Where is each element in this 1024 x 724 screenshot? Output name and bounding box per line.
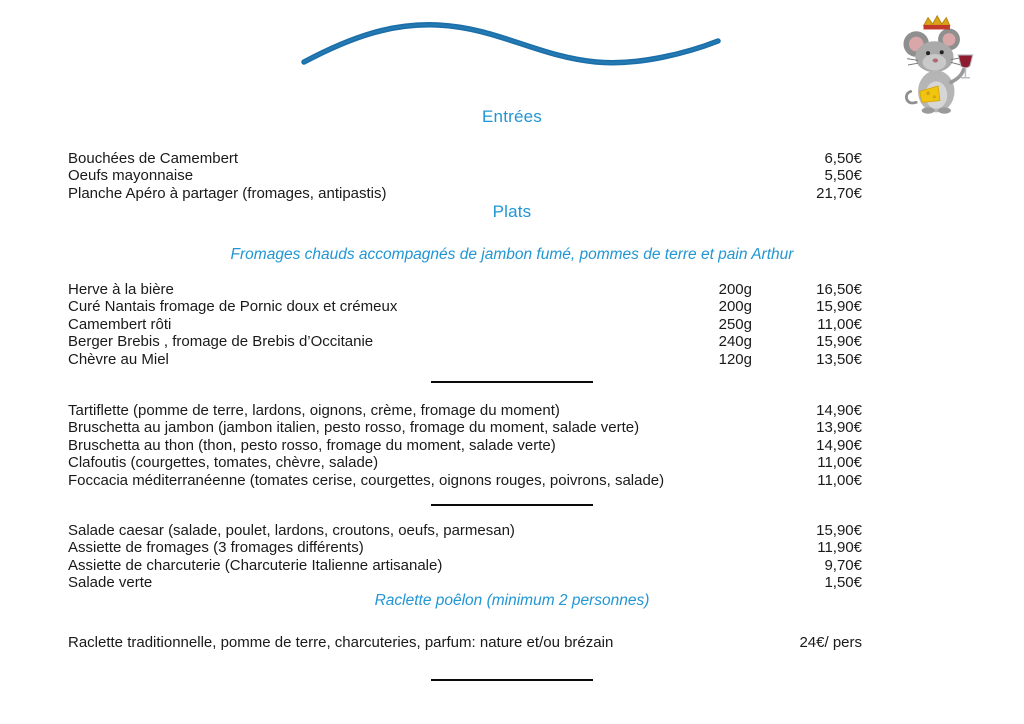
section-divider [431,504,593,506]
section-divider [431,679,593,681]
menu-item-name: Camembert rôti [68,315,172,333]
menu-item-weight: 200g [718,298,752,316]
menu-item-price: 13,50€ [816,350,862,368]
menu-item-weight: 120g [718,350,752,368]
menu-item-row [68,522,862,539]
menu-item-name: Tartiflette (pomme de terre, lardons, oignons, crème, fromage du moment) [68,402,560,419]
raclette-list [68,634,862,651]
entrees-heading: Entrées [482,107,542,126]
menu-item-price: 5,50€ [824,167,862,185]
raclette-heading: Raclette poêlon (minimum 2 personnes) [374,592,650,609]
menu-item-weight: 240g [718,333,752,351]
wave-line-decoration [298,12,726,70]
menu-item-row [68,539,862,556]
menu-item-row [68,402,862,419]
menu-item-row [68,281,862,298]
fromages-chauds-list [68,281,862,368]
menu-item-name: Clafoutis (courgettes, tomates, chèvre, salade) [68,454,379,472]
menu-item-row [68,316,862,333]
menu-item-price: 15,90€ [816,333,862,351]
menu-item-price: 9,70€ [824,556,862,574]
menu-item-price: 15,90€ [816,298,862,316]
menu-item-weight: 250g [718,315,752,333]
menu-item-name: Chèvre au Miel [68,350,169,368]
menu-item-row [68,574,862,591]
mouse-illustration [898,10,980,120]
menu-item-price: 11,00€ [817,471,862,489]
menu-item-name: Foccacia méditerranéenne (tomates cerise, courgettes, oignons rouges, poivrons, salade) [68,471,665,489]
menu-item-row [68,298,862,315]
menu-item-name: Assiette de fromages (3 fromages différents) [68,539,364,557]
menu-item-row [68,351,862,368]
menu-item-name: Curé Nantais fromage de Pornic doux et crémeux [68,298,398,316]
menu-item-row [68,454,862,471]
menu-item-price: 11,90€ [817,539,862,557]
menu-item-weight: 200g [718,281,752,298]
menu-item-price: 24€/ pers [799,634,862,651]
menu-item-name: Bruschetta au thon (thon, pesto rosso, fromage du moment, salade verte) [68,436,556,454]
menu-item-name: Planche Apéro à partager (fromages, antipastis) [68,184,387,202]
plats-heading: Plats [492,202,532,221]
menu-item-price: 16,50€ [816,281,862,298]
menu-item-price: 11,00€ [817,315,862,333]
menu-item-price: 6,50€ [824,150,862,167]
menu-item-price: 21,70€ [816,184,862,202]
menu-item-row [68,472,862,489]
plats-chauds-list [68,402,862,489]
menu-item-name: Bruschetta au jambon (jambon italien, pesto rosso, fromage du moment, salade verte) [68,419,640,437]
fromages-chauds-subtitle: Fromages chauds accompagnés de jambon fumé, pommes de terre et pain Arthur [230,246,794,263]
menu-item-row [68,150,862,167]
menu-item-row [68,634,862,651]
menu-item-row [68,419,862,436]
menu-item-price: 13,90€ [816,419,862,437]
entrees-list [68,150,862,202]
menu-item-price: 15,90€ [816,522,862,539]
menu-item-price: 14,90€ [816,402,862,419]
menu-item-price: 14,90€ [816,436,862,454]
menu-item-row [68,437,862,454]
menu-item-row [68,557,862,574]
menu-item-price: 1,50€ [824,574,862,592]
menu-item-name: Bouchées de Camembert [68,150,239,167]
menu-item-row [68,333,862,350]
menu-item-name: Salade verte [68,574,153,592]
menu-item-row [68,167,862,184]
salades-assiettes-list [68,522,862,592]
menu-item-name: Salade caesar (salade, poulet, lardons, croutons, oeufs, parmesan) [68,522,515,539]
menu-item-row [68,185,862,202]
menu-item-name: Oeufs mayonnaise [68,167,194,185]
menu-item-name: Herve à la bière [68,281,174,298]
menu-item-name: Berger Brebis , fromage de Brebis d’Occitanie [68,333,374,351]
menu-item-price: 11,00€ [817,454,862,472]
section-divider [431,381,593,383]
menu-item-name: Assiette de charcuterie (Charcuterie Italienne artisanale) [68,556,443,574]
menu-item-name: Raclette traditionnelle, pomme de terre, charcuteries, parfum: nature et/ou brézain [68,634,614,651]
